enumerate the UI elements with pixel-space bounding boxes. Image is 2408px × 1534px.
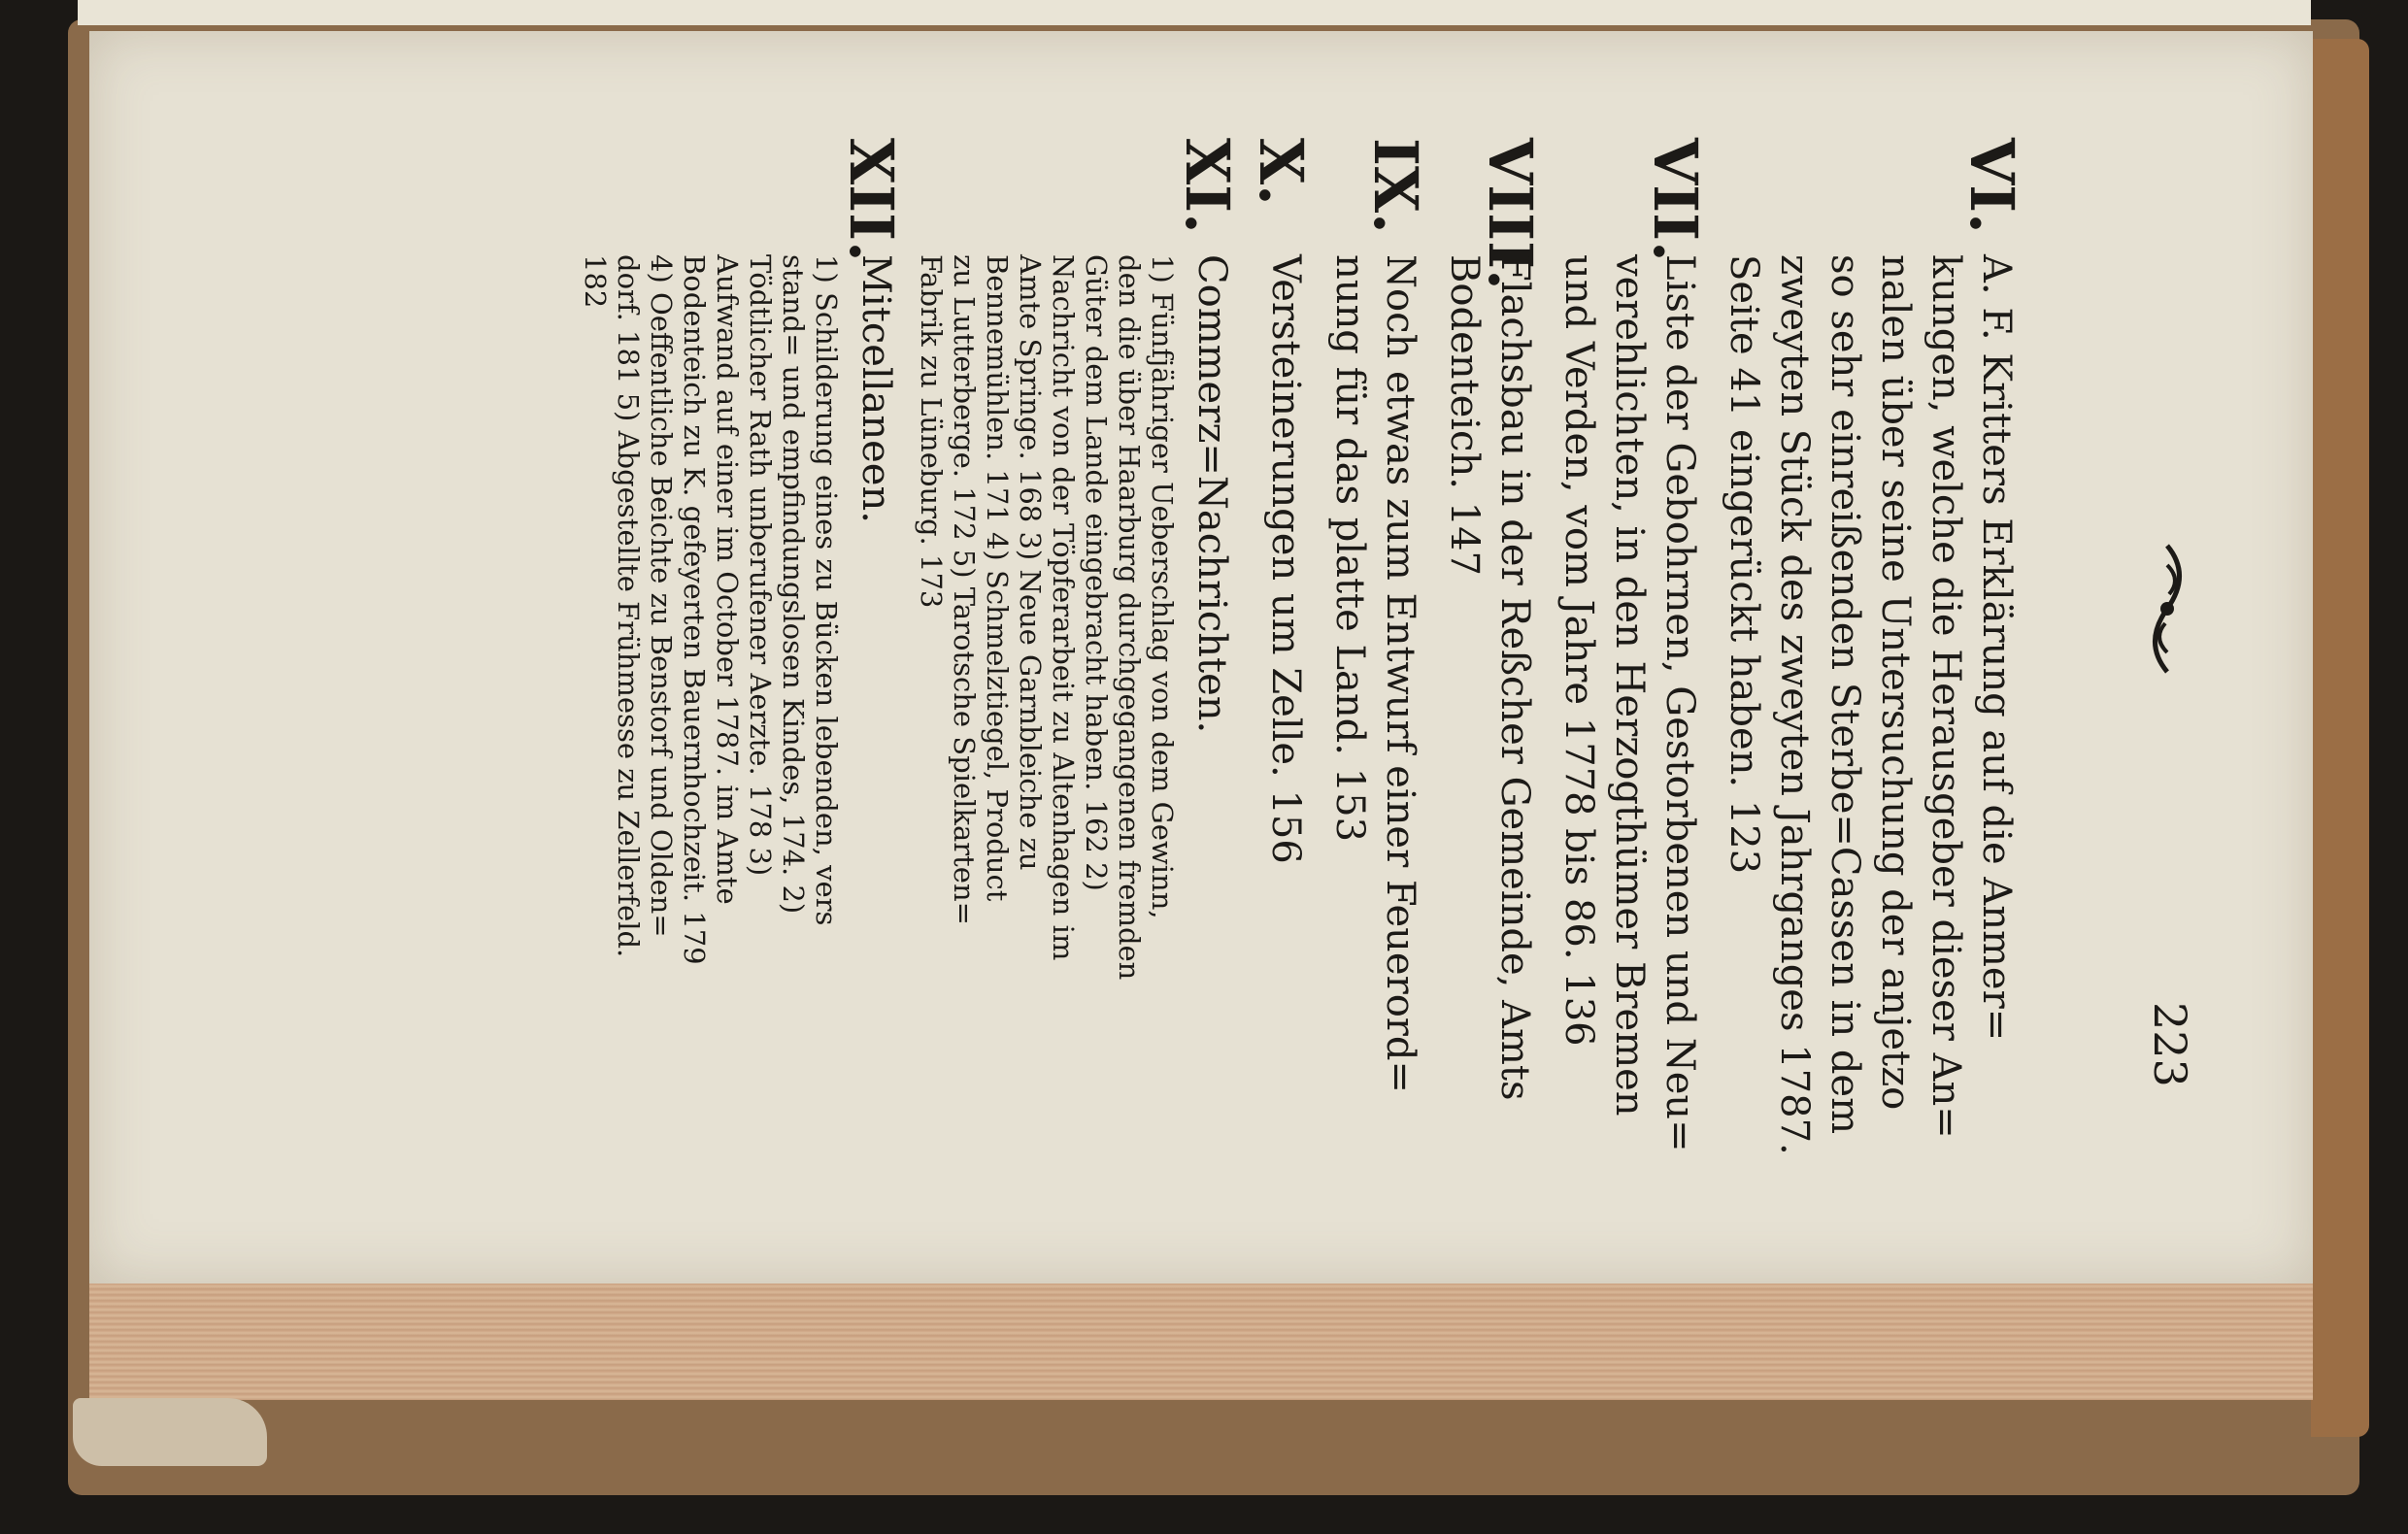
entry-line: Commerz=Nachrichten. (1189, 254, 1234, 734)
entry-text (1554, 254, 1705, 1152)
toc-entry (1324, 138, 1431, 1206)
entry-number: XII. (836, 138, 907, 262)
subitem-line: Fabrik zu Lüneburg. 173 (915, 254, 948, 609)
cover-edge (2311, 39, 2369, 1437)
previous-page-edge (78, 0, 2311, 25)
toc-entry (1719, 138, 2027, 1206)
entry-text (1439, 254, 1540, 1100)
subitem-line: Amte Springe. 168 3) Neue Garnbleiche zu (1014, 254, 1047, 871)
entry-subitems (579, 254, 843, 965)
entry-line: und Verden, vom Jahre 1778 bis 86. 136 (1556, 254, 1601, 1047)
subitem-line: Bodenteich zu K. gefeyerten Bauernhochzeit. 179 (678, 254, 711, 965)
table-of-contents (565, 138, 2027, 1206)
ornament-icon (2138, 536, 2196, 682)
entry-line: Liste der Gebohrnen, Gestorbenen und Neu= (1657, 254, 1702, 1152)
entry-line: Bodenteich. 147 (1442, 254, 1487, 576)
entry-line: zweyten Stück des zweyten Jahrganges 1787. (1772, 254, 1817, 1155)
entry-number: VIII. (1475, 138, 1546, 290)
entry-line: Mitcellaneen. (853, 254, 898, 523)
subitem-line: Bennemühlen. 171 4) Schmelztiegel, Product (981, 254, 1014, 902)
entry-line: kungen, welche die Herausgeber dieser An= (1923, 254, 1968, 1139)
entry-number: VII. (1640, 138, 1711, 262)
toc-entry (1246, 138, 1317, 1206)
subitem-line: Tödtlicher Rath unberufener Aerzte. 178 3) (744, 254, 777, 877)
page-number: 223 (2144, 1002, 2196, 1087)
subitem-line: stand= und empfindungslosen Kindes, 174. 2) (777, 254, 810, 915)
entry-line: verehlichten, in den Herzogthümer Bremen (1607, 254, 1652, 1117)
entry-line: Versteinerungen um Zelle. 156 (1263, 254, 1308, 864)
entry-line: Seite 41 eingerückt haben. 123 (1722, 254, 1766, 875)
subitem-line: 1) Schilderung eines zu Bücken lebenden, vers (810, 254, 843, 926)
toc-entry (1439, 138, 1546, 1206)
entry-text (1719, 254, 2022, 1155)
entry-line: so sehr einreißenden Sterbe=Cassen in dem (1823, 254, 1867, 1135)
entry-text (1324, 254, 1425, 1093)
entry-number: XI. (1172, 138, 1243, 234)
entry-number: IX. (1360, 138, 1431, 234)
entry-line: nalen über seine Untersuchung der anjetzo (1873, 254, 1918, 1111)
entry-subitems (915, 254, 1179, 980)
subitem-line: dorf. 181 5) Abgestellte Frühmesse zu Zellerfeld. (612, 254, 645, 958)
subitem-line: 4) Oeffentliche Beichte zu Benstorf und Olden= (645, 254, 678, 938)
entry-number: X. (1246, 138, 1317, 206)
subitem-line: 182 (579, 254, 612, 309)
toc-entry (579, 138, 907, 1206)
toc-entry (1554, 138, 1711, 1206)
subitem-line: zu Lutterberge. 172 5) Tarotsche Spielkarten= (948, 254, 981, 925)
entry-line: Noch etwas zum Entwurf einer Feuerord= (1378, 254, 1422, 1094)
page-content (89, 31, 2313, 1284)
subitem-line: Güter dem Lande eingebracht haben. 162 2) (1080, 254, 1113, 891)
entry-number: VI. (1956, 138, 2027, 234)
torn-corner (73, 1398, 267, 1466)
entry-text (1251, 254, 1311, 864)
subitem-line: Aufwand auf einer im October 1787. im Amte (711, 254, 744, 905)
subitem-line: den die über Haarburg durchgegangenen fremden (1113, 254, 1146, 981)
entry-line: A. F. Kritters Erklärung auf die Anmer= (1974, 254, 2019, 1042)
entry-line: nung für das platte Land. 153 (1327, 254, 1372, 843)
toc-entry (915, 138, 1243, 1206)
subitem-line: Nachricht von der Töpferarbeit zu Altenhagen im (1047, 254, 1080, 961)
subitem-line: 1) Fünfjähriger Ueberschlag von dem Gewinn, (1146, 254, 1179, 919)
entry-line: Flachsbau in der Reßcher Gemeinde, Amts (1492, 254, 1537, 1101)
entry-text (915, 254, 1237, 980)
entry-text (579, 254, 901, 965)
page-edges (89, 1284, 2313, 1400)
